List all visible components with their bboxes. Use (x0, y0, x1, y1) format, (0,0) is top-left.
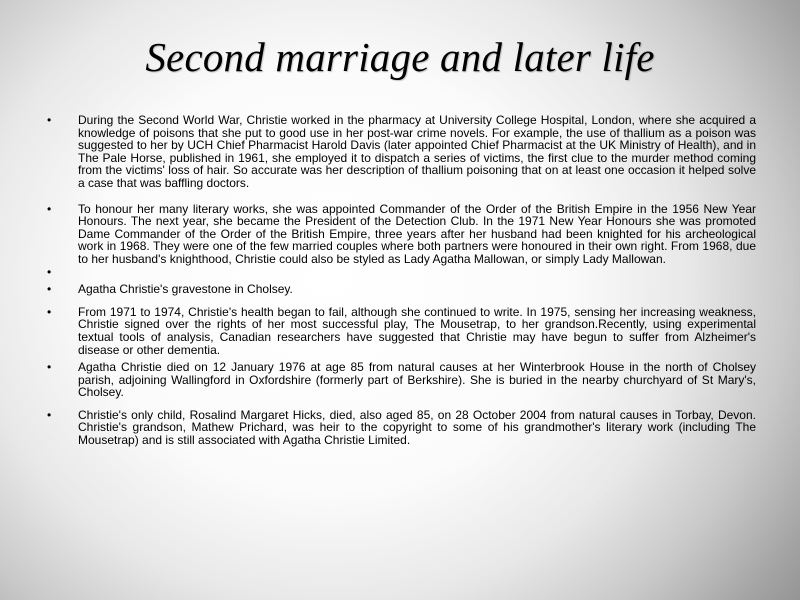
bullet-item (44, 306, 756, 356)
bullet-text: From 1971 to 1974, Christie's health began to fail, although she continued to write. In 1975, sensing her increasing weakness, Christie signed over the rights of her most successful play, The Mousetrap, to her grandson.Recently, using experimental textual tools of analysis, Canadian researchers have suggested that Christie may have begun to suffer from Alzheimer's disease or other dementia. (78, 304, 756, 357)
bullet-marker: • (47, 304, 52, 319)
bullet-item (44, 409, 756, 447)
bullet-text (78, 266, 756, 279)
bullet-text: Agatha Christie died on 12 January 1976 at age 85 from natural causes at her Winterbrook House in the north of Cholsey parish, adjoining Wallingford in Oxfordshire (formerly part of Berkshire). She is buried in the nearby churchyard of St Mary's, Cholsey. (78, 360, 756, 400)
bullet-text: During the Second World War, Christie worked in the pharmacy at University College Hospital, London, where she acquired a knowledge of poisons that she put to good use in her post-war crime novels. For example, the use of thallium as a poison was suggested to her by UCH Chief Pharmacist Harold Davis (later appointed Chief Pharmacist at the UK Ministry of Health), and in The Pale Horse, published in 1961, she employed it to dispatch a series of victims, the first clue to the murder method coming from the victims' loss of hair. So accurate was her description of thallium poisoning that on at least one occasion it helped solve a case that was baffling doctors. (78, 113, 756, 190)
slide-title: Second marriage and later life (145, 34, 655, 80)
bullet-marker: • (47, 360, 52, 375)
bullet-text: To honour her many literary works, she was appointed Commander of the Order of the British Empire in the 1956 New Year Honours. The next year, she became the President of the Detection Club. In the 1971 New Year Honours she was promoted Dame Commander of the Order of the British Empire, three years after her husband had been knighted for his archeological work in 1968. They were one of the few married couples where both partners were honoured in their own right. From 1968, due to her husband's knighthood, Christie could also be styled as Lady Agatha Mallowan, or simply Lady Mallowan. (78, 201, 756, 266)
bullet-item (44, 203, 756, 266)
bullet-item (44, 266, 756, 279)
bullet-text: Agatha Christie's gravestone in Cholsey. (78, 282, 293, 297)
bullet-item (44, 361, 756, 399)
bullet-text: Christie's only child, Rosalind Margaret Hicks, died, also aged 85, on 28 October 2004 from natural causes in Torbay, Devon. Christie's grandson, Mathew Prichard, was heir to the copyright to some of his grandmother's literary work (including The Mousetrap) and is still associated with Agatha Christie Limited. (78, 407, 756, 448)
bullet-marker: • (47, 113, 52, 127)
bullet-marker: • (47, 264, 52, 279)
bullet-item (44, 114, 756, 190)
bullet-list (44, 114, 756, 447)
bullet-item (44, 283, 756, 296)
bullet-marker: • (47, 407, 52, 422)
bullet-marker: • (47, 201, 52, 216)
bullet-marker: • (47, 282, 52, 297)
